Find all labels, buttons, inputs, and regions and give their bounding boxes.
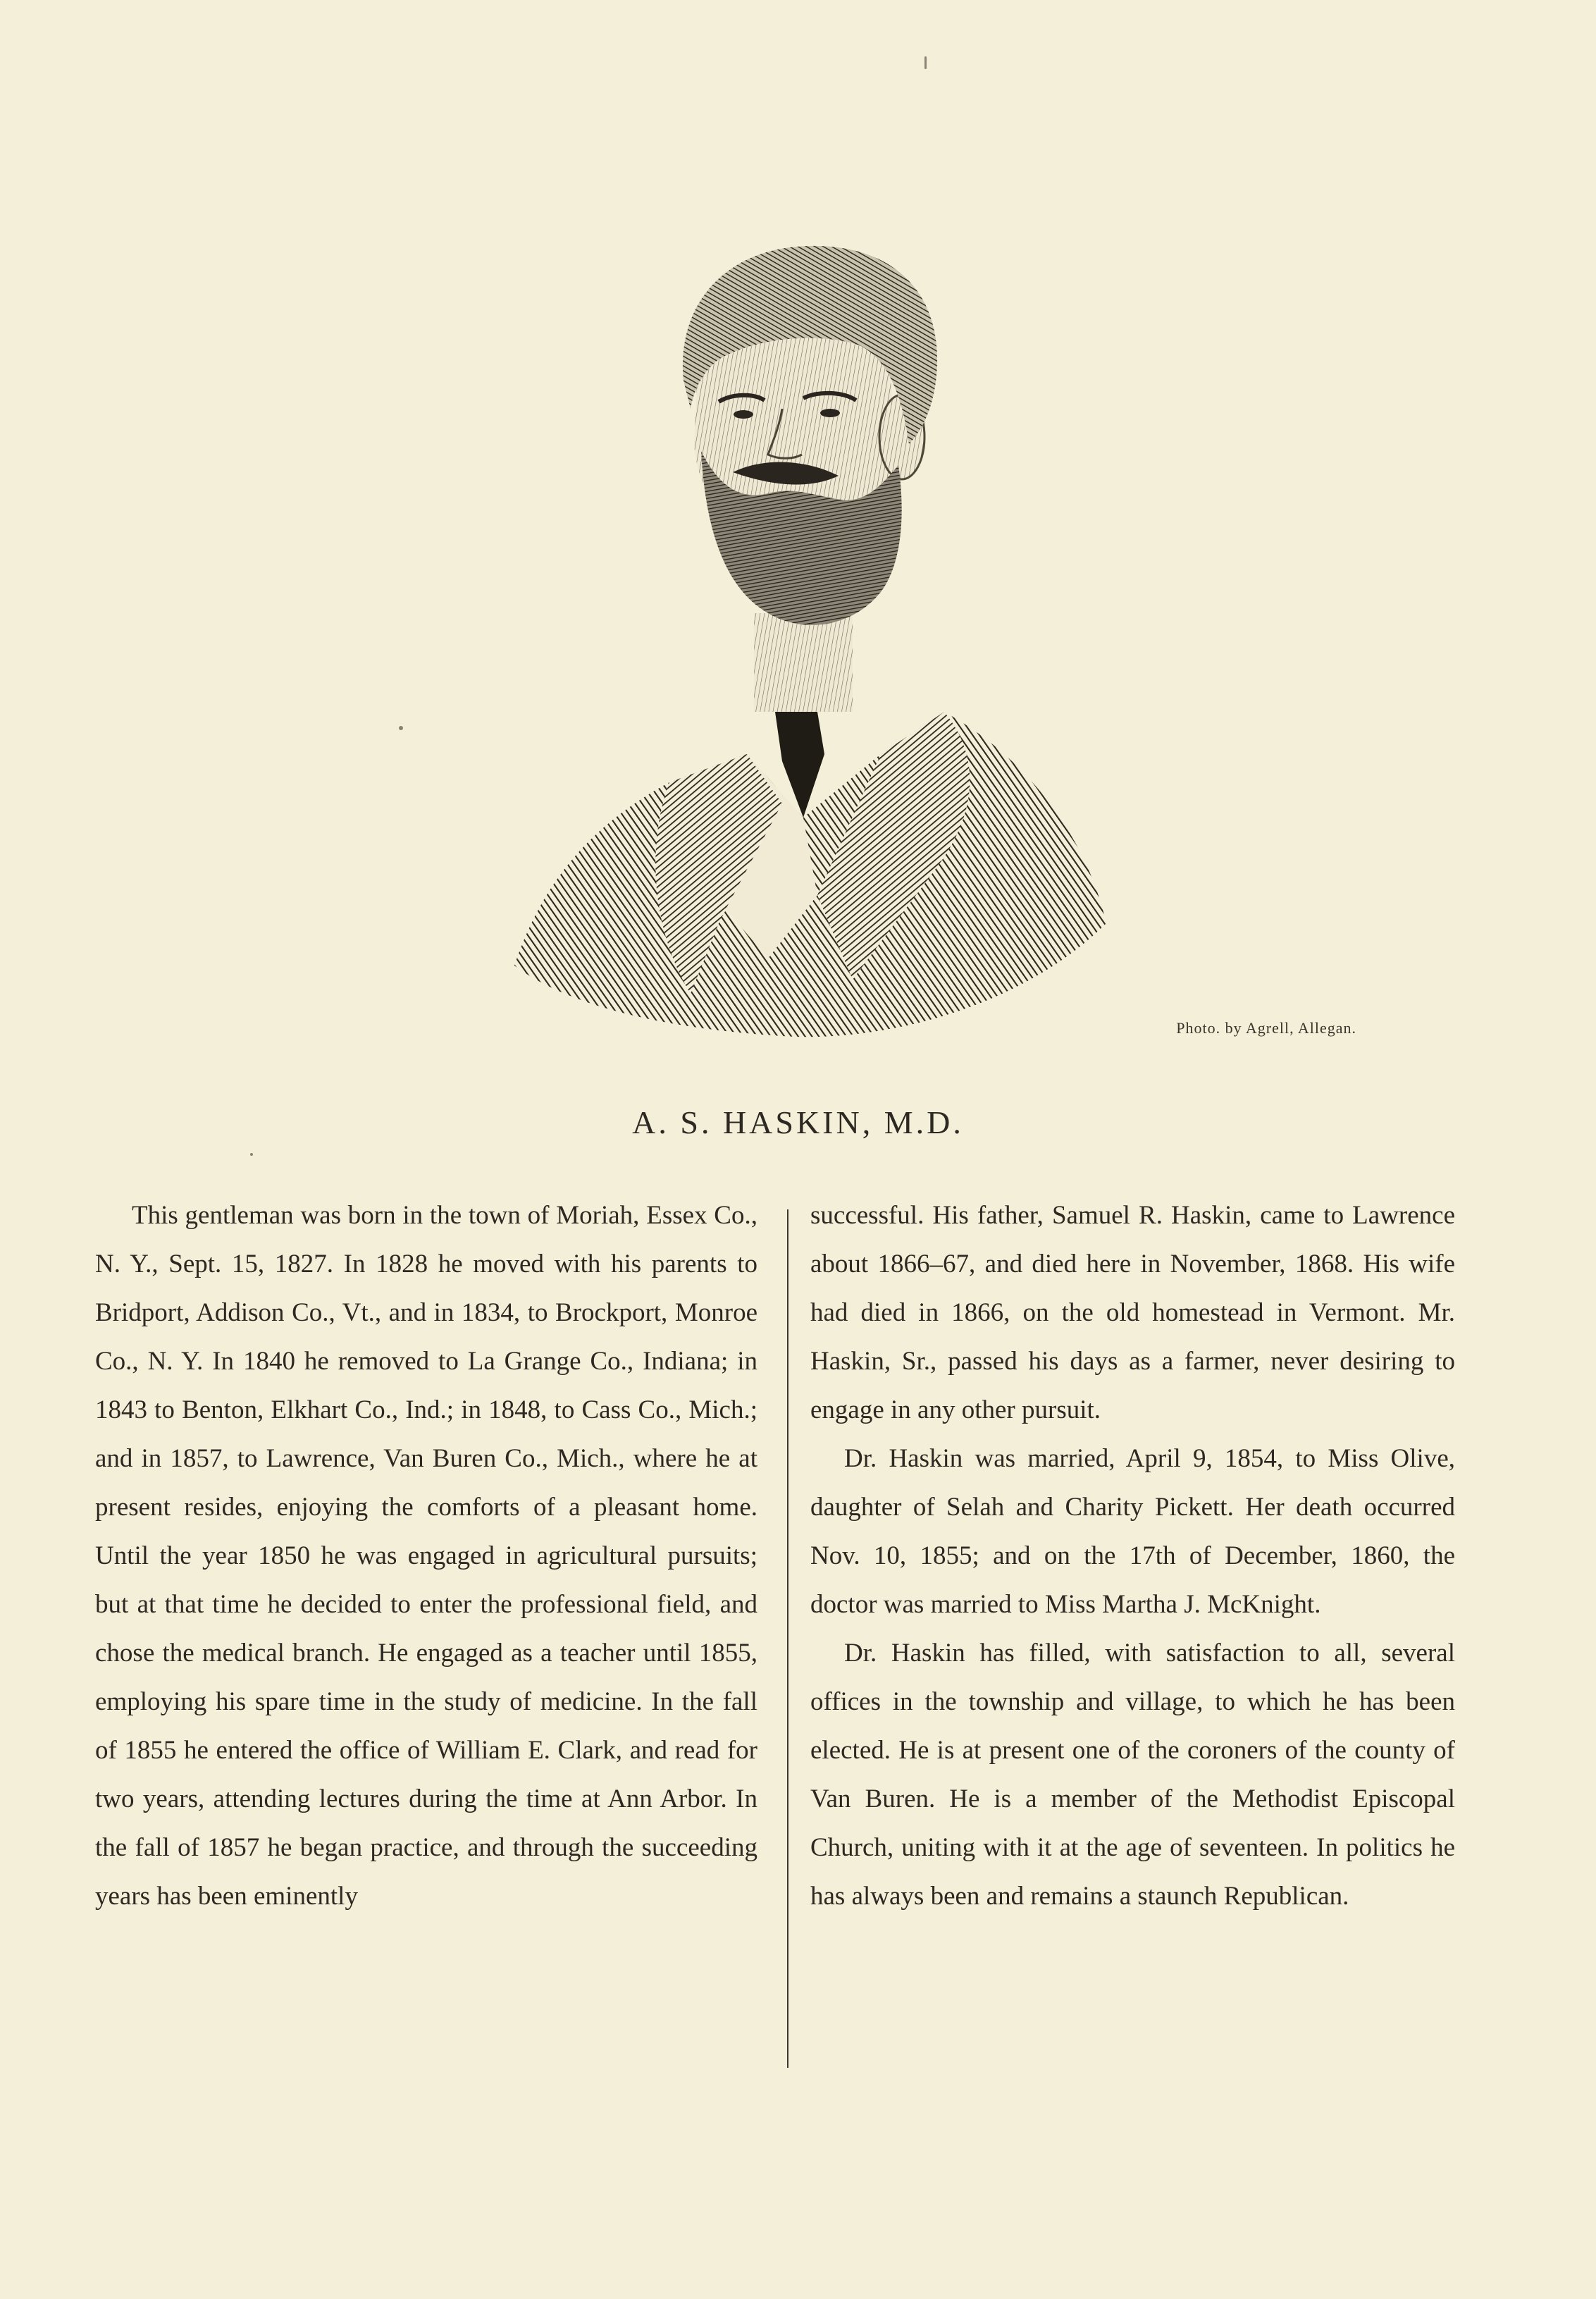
portrait-engraving [486,218,1120,1043]
column-divider [787,1209,788,2068]
left-paragraph-1: This gentleman was born in the town of Moriah, Essex Co., N. Y., Sept. 15, 1827. In 1828 he moved with his parents to Bridport, Addison Co., Vt., and in 1834, to Brockport, Monroe Co., N. Y. In 1840 he removed to La Grange Co., Indiana; in 1843 to Benton, Elkhart Co., Ind.; in 1848, to Cass Co., Mich.; and in 1857, to Lawrence, Van Buren Co., Mich., where he at present resides, enjoying the comforts of a pleasant home. Until the year 1850 he was engaged in agricultural pursuits; but at that time he decided to enter the professional field, and chose the medical branch. He engaged as a teacher until 1855, employing his spare time in the study of medicine. In the fall of 1855 he entered the office of William E. Clark, and read for two years, attending lectures during the time at Ann Arbor. In the fall of 1857 he began practice, and through the succeeding years has been eminently [95,1201,757,1911]
right-paragraph-1: successful. His father, Samuel R. Haskin, came to Lawrence about 1866–67, and died here in November, 1868. His wife had died in 1866, on the old homestead in Vermont. Mr. Haskin, Sr., passed his days as a farmer, never desiring to engage in any other pursuit. [810,1201,1455,1424]
right-paragraph-3: Dr. Haskin has filled, with satisfaction to all, several offices in the township and village, to which he has been elected. He is at present one of the coroners of the county of Van Buren. He is a member of the Methodist Episcopal Church, uniting with it at the age of seventeen. In politics he has always been and remains a staunch Republican. [810,1639,1455,1911]
right-paragraph-2: Dr. Haskin was married, April 9, 1854, to Miss Olive, daughter of Selah and Charity Pickett. Her death occurred Nov. 10, 1855; and on the 17th of December, 1860, the doctor was married to Miss Martha J. McKnight. [810,1444,1455,1619]
paper-speck [924,56,927,69]
paper-speck [399,726,403,730]
left-column [95,1191,757,1921]
paper-speck [250,1153,253,1156]
page-title: A. S. HASKIN, M.D. [632,1104,964,1140]
photo-credit: Photo. by Agrell, Allegan. [1176,1019,1356,1037]
right-column [810,1191,1455,1921]
